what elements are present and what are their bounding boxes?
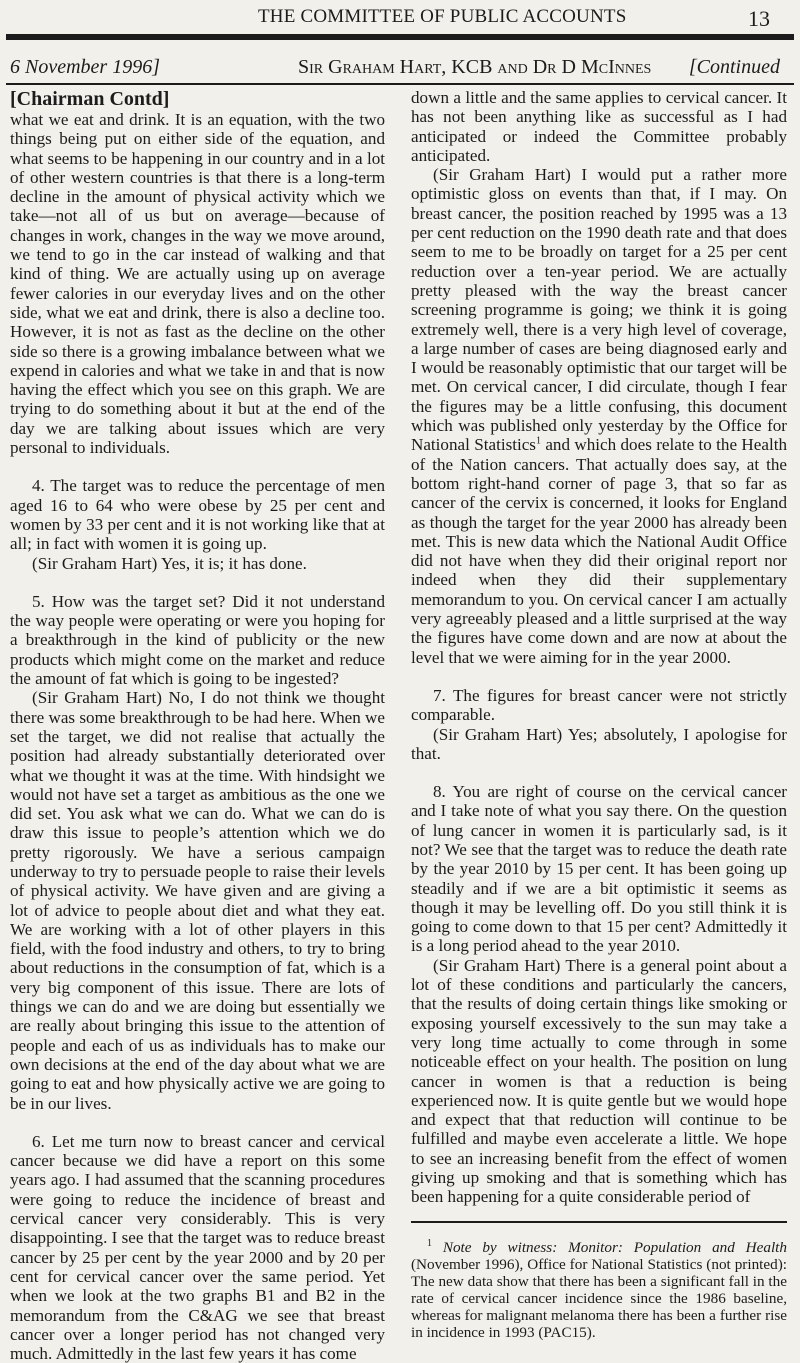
page-number: 13 — [748, 6, 770, 31]
session-date: 6 November 1996] — [10, 56, 160, 78]
footnote-lead: Note by witness: — [442, 1238, 558, 1256]
answer-6-text-cont: and which does relate to the Health of the Nation cancers. That actually does say, at the bottom right-hand corner of page 3, that so far as cancer of the cervix is concerned, it looks for England as though the target for the year 2000 has already been met. This is new data which the National Audit Office did not have when they did their original report nor indeed when they did their supplementary memorandum to you. On cervical cancer I am actually very agreeably pleased and a little surprised at the way the figures have come down and are now at about the level that we were aiming for in the year 2000. — [411, 435, 787, 667]
witness-names: Sir Graham Hart, KCB and Dr D McInnes — [298, 56, 652, 78]
running-title: THE COMMITTEE OF PUBLIC ACCOUNTS — [258, 6, 627, 27]
answer-7: (Sir Graham Hart) Yes; absolutely, I apologise for that. — [411, 724, 787, 763]
answer-5: (Sir Graham Hart) No, I do not think we thought there was some breakthrough to be had here. When we set the target, we did not realise that actually the position had already substantially deteriorated over what we thought it was at the time. With hindsight we would not have set a target as ambitious as the one we did set. You ask what we can do. What we can do is draw this issue to people’s attention which we do pretty rigorously. We have a serious campaign underway to try to persuade people to raise their levels of physical activity. We have given and are giving a lot of advice to people about diet and what they eat. We are working with a lot of other players in this field, with the food industry and others, to try to bring about reductions in the consumption of fat, which is a very big component of this issue. There are lots of things we can do and we are doing but essentially we are really about bringing this issue to the attention of people and each of us as individuals has to make our own decisions at the end of the day about what we are going to eat and how physically active we are going to be in our lives. — [10, 688, 385, 1113]
footnote-text: (November 1996), Office for National Statistics (not printed): The new data show that there has been a significant fall in the rate of cervical cancer incidence since the 1986 baseline, whereas for malignant melanoma there has been a further rise in incidence in 1993 (PAC15). — [411, 1255, 787, 1341]
running-head — [0, 6, 800, 30]
footnote-rule — [411, 1221, 787, 1223]
continued-label: [Continued — [688, 56, 780, 78]
footnote-ref: 1 — [535, 435, 541, 447]
paragraph: what we eat and drink. It is an equation, with the two things being put on either side of the equation, and what seems to be happening in our country and in a lot of other western countries is that there is a long-term decline in the amount of physical activity which we take—not all of us but on average—because of changes in work, changes in the way we move around, we tend to go in the car instead of walking and that kind of thing. We are actually using up on average fewer calories in our everyday lives and on the other side, what we eat and drink, there is also a decline too. However, it is not as fast as the decline on the other side so there is a growing imbalance between what we expend in calories and what we take in and that is now having the effect which you see on this graph. We are trying to do something about it but at the end of the day we are talking about issues which are very personal to individuals. — [10, 110, 385, 458]
footnote — [411, 1235, 787, 1341]
left-column — [10, 88, 385, 1363]
question-5: 5. How was the target set? Did it not understand the way people were operating or were you hoping for a breakthrough in the kind of publicity or the new products which might come on the market and reduce the amount of fat which is going to be ingested? — [10, 591, 385, 689]
question-6: 6. Let me turn now to breast cancer and cervical cancer because we did have a report on this some years ago. I had assumed that the scanning procedures were going to reduce the incidence of breast and cervical cancer very considerably. This is very disappointing. I see that the target was to reduce breast cancer by 25 per cent by the year 2000 and by 20 per cent for cervical cancer over the same period. Yet when we look at the two graphs B1 and B2 in the memorandum from the C&AG we see that breast cancer over a longer period has not changed very much. Admittedly in the last few years it has come — [10, 1131, 385, 1363]
answer-6-text: (Sir Graham Hart) I would put a rather more optimistic gloss on events than that, if I may. On breast cancer, the position reached by 1995 was a 13 per cent reduction on the 1990 death rate and that does seem to me to be broadly on target for a 25 per cent reduction over a ten-year period. We are actually pretty pleased with the way the breast cancer screening programme is going; we think it is going extremely well, there is a very high level of coverage, a large number of cases are being diagnosed early and I would be reasonably optimistic that our target will be met. On cervical cancer, I did circulate, though I fear the figures may be a little confusing, this document which was published only yesterday by the Office for National Statistics — [411, 165, 787, 455]
paragraph: down a little and the same applies to cervical cancer. It has not been anything like as successful as I had anticipated or indeed the Committee probably anticipated. — [411, 88, 787, 165]
session-header — [10, 56, 780, 80]
answer-4: (Sir Graham Hart) Yes, it is; it has done. — [32, 553, 307, 573]
header-rule-bottom — [6, 83, 794, 85]
answer-6 — [411, 165, 787, 667]
right-column — [411, 88, 787, 1341]
header-rule-top — [6, 34, 794, 40]
question-8: 8. You are right of course on the cervical cancer and I take note of what you say there. On the question of lung cancer in women it is particularly sad, is it not? We see that the target was to reduce the death rate by the year 2010 by 15 per cent. It has been going up steadily and if we are a bit optimistic it seems as though it may be levelling off. Do you still think it is going to come down to that 15 per cent? Admittedly it is a long period ahead to the year 2010. — [411, 782, 787, 956]
question-4: 4. The target was to reduce the percentage of men aged 16 to 64 who were obese by 25 per cent and women by 33 per cent and it is not working like that at all; in fact with women it is going up. — [10, 476, 385, 554]
footnote-title: Monitor: Population and Health — [568, 1238, 787, 1256]
answer-8: (Sir Graham Hart) There is a general point about a lot of these conditions and particularly the cancers, that the results of doing certain things like smoking or exposing yourself excessively to the sun may take a very long time actually to come through in some noticeable effect on your health. The position on lung cancer in women is that a reduction is being experienced now. It is quite gentle but we would hope and expect that that reduction will continue to be fulfilled and maybe even accelerate a little. We hope to see an increasing benefit from the effect of women giving up smoking and that is something which has been happening for a quite considerable period of — [411, 955, 787, 1207]
chairman-label: [Chairman Contd] — [10, 88, 170, 110]
footnote-mark: 1 — [427, 1237, 432, 1249]
question-7: 7. The figures for breast cancer were not strictly comparable. — [411, 685, 787, 725]
